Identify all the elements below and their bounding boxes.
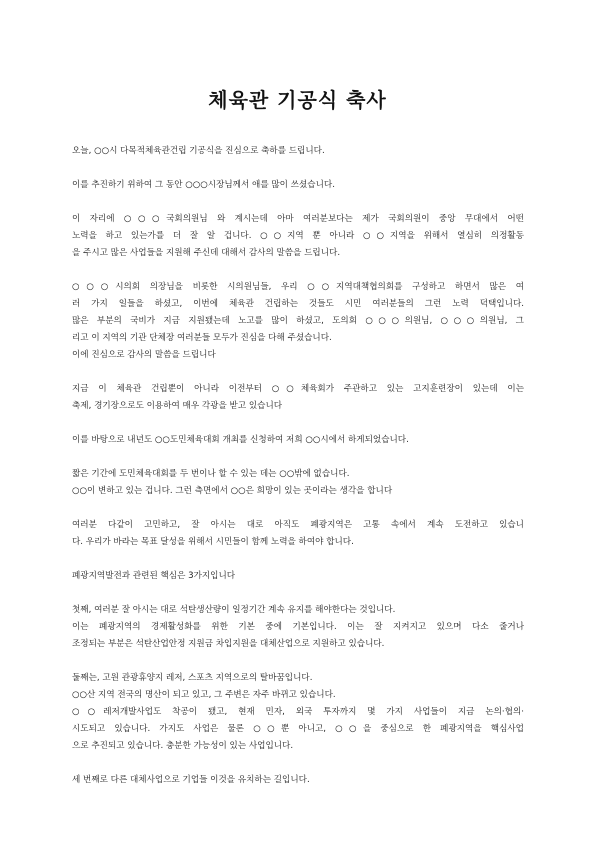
document-body (72, 143, 524, 789)
paragraph-line: 지금 이 체육관 건립뿐이 아니라 이전부터 ○○체육회가 주관하고 있는 고지훈련장이 있는데 이는 (72, 384, 524, 394)
paragraph-line: 여러분 다같이 고민하고, 잘 아시는 대로 아직도 폐광지역은 고통 속에서 계속 도전하고 있습니 (72, 520, 524, 530)
paragraph-line: 축제, 경기장으로도 이용하여 매우 각광을 받고 있습니다 (72, 401, 283, 411)
paragraph-line: 다. 우리가 바라는 목표 달성을 위해서 시민들이 함께 노력을 하여야 합니다. (72, 537, 354, 547)
paragraph-line: 많은 부분의 국비가 지금 지원됐는데 노고를 많이 하셨고, 도의회 ○○○의원님, ○○○의원님, 그 (72, 316, 524, 326)
paragraph-line: 폐광지역발전과 관련된 핵심은 3가지입니다 (72, 571, 236, 581)
paragraph-line: 이 자리에 ○○○국회의원님 와 계시는데 아마 여러분보다는 제가 국회의원이 중앙 무대에서 어떤 (72, 214, 524, 224)
paragraph-line: ○○산 지역 전국의 명산이 되고 있고, 그 주변은 자주 바뀌고 있습니다. (72, 690, 336, 700)
paragraph-gap (72, 585, 524, 602)
paragraph-gap (72, 653, 524, 670)
paragraph-gap (72, 551, 524, 568)
paragraph-line: 짧은 기간에 도민체육대회를 두 번이나 할 수 있는 데는 ○○밖에 없습니다. (72, 469, 350, 479)
paragraph-line: 세 번째로 다른 대체사업으로 기업들 이것을 유치하는 길입니다. (72, 775, 310, 785)
paragraph-line: 첫째, 여러분 잘 아시는 대로 석탄생산량이 일정기간 계속 유지를 해야한다는 것입니다. (72, 605, 396, 615)
paragraph-gap (72, 755, 524, 772)
paragraph-line: 으로 추진되고 있습니다. 충분한 가능성이 있는 사업입니다. (72, 741, 294, 751)
paragraph-gap (72, 262, 524, 279)
paragraph-line: 조정되는 부분은 석탄산업안정 지원금 차입지원을 대체산업으로 지원하고 있습니다. (72, 639, 385, 649)
paragraph-line: 이를 추진하기 위하여 그 동안 ○○○시장님께서 애를 많이 쓰셨습니다. (72, 180, 335, 190)
paragraph-line: ○○레저개발사업도 착공이 됐고, 현재 민자, 외국 투자까지 몇 가지 사업들이 지금 논의·협의· (72, 707, 524, 717)
paragraph-gap (72, 364, 524, 381)
paragraph-line: 둘째는, 고원 관광휴양지 레저, 스포츠 지역으로의 탈바꿈입니다. (72, 673, 313, 683)
paragraph-gap (72, 449, 524, 466)
paragraph-gap (72, 500, 524, 517)
paragraph-line: 노력을 하고 있는가를 더 잘 알 겁니다. ○○지역 뿐 아니라 ○○지역을 위해서 열심히 의정활동 (72, 231, 524, 241)
paragraph-line: 이를 바탕으로 내년도 ○○도민체육대회 개최를 신청하여 저희 ○○시에서 하게되었습니다. (72, 435, 409, 445)
paragraph-gap (72, 160, 524, 177)
paragraph-line: 오늘, ○○시 다목적체육관건립 기공식을 진심으로 축하를 드립니다. (72, 146, 325, 156)
paragraph-line: 시도되고 있습니다. 가지도 사업은 물론 ○○뿐 아니고, ○○을 중심으로 한 폐광지역을 핵심사업 (72, 724, 524, 734)
paragraph-line: ○○○시의회 의장님을 비롯한 시의원님들, 우리 ○○지역대책협의회를 구성하고 하면서 많은 여 (72, 282, 524, 292)
paragraph-line: 이는 폐광지역의 경제활성화를 위한 기본 중에 기본입니다. 이는 잘 지켜지고 있으며 다소 줄거나 (72, 622, 524, 632)
paragraph-line: 이에 진심으로 감사의 말씀을 드립니다 (72, 350, 216, 360)
paragraph-line: 리고 이 지역의 기관 단체장 여러분들 모두가 진심을 다해 주셨습니다. (72, 333, 332, 343)
document-title: 체육관 기공식 축사 (208, 88, 387, 112)
paragraph-line: 을 주시고 많은 사업들을 지원해 주신데 대해서 감사의 말씀을 드립니다. (72, 248, 341, 258)
paragraph-gap (72, 415, 524, 432)
paragraph-gap (72, 194, 524, 211)
paragraph-line: ○○이 변하고 있는 겁니다. 그런 측면에서 ○○은 희망이 있는 곳이라는 생각을 합니다 (72, 486, 393, 496)
paragraph-line: 러 가지 일들을 하셨고, 이번에 체육관 건립하는 것들도 시민 여러분들의 그런 노력 덕택입니다. (72, 299, 524, 309)
